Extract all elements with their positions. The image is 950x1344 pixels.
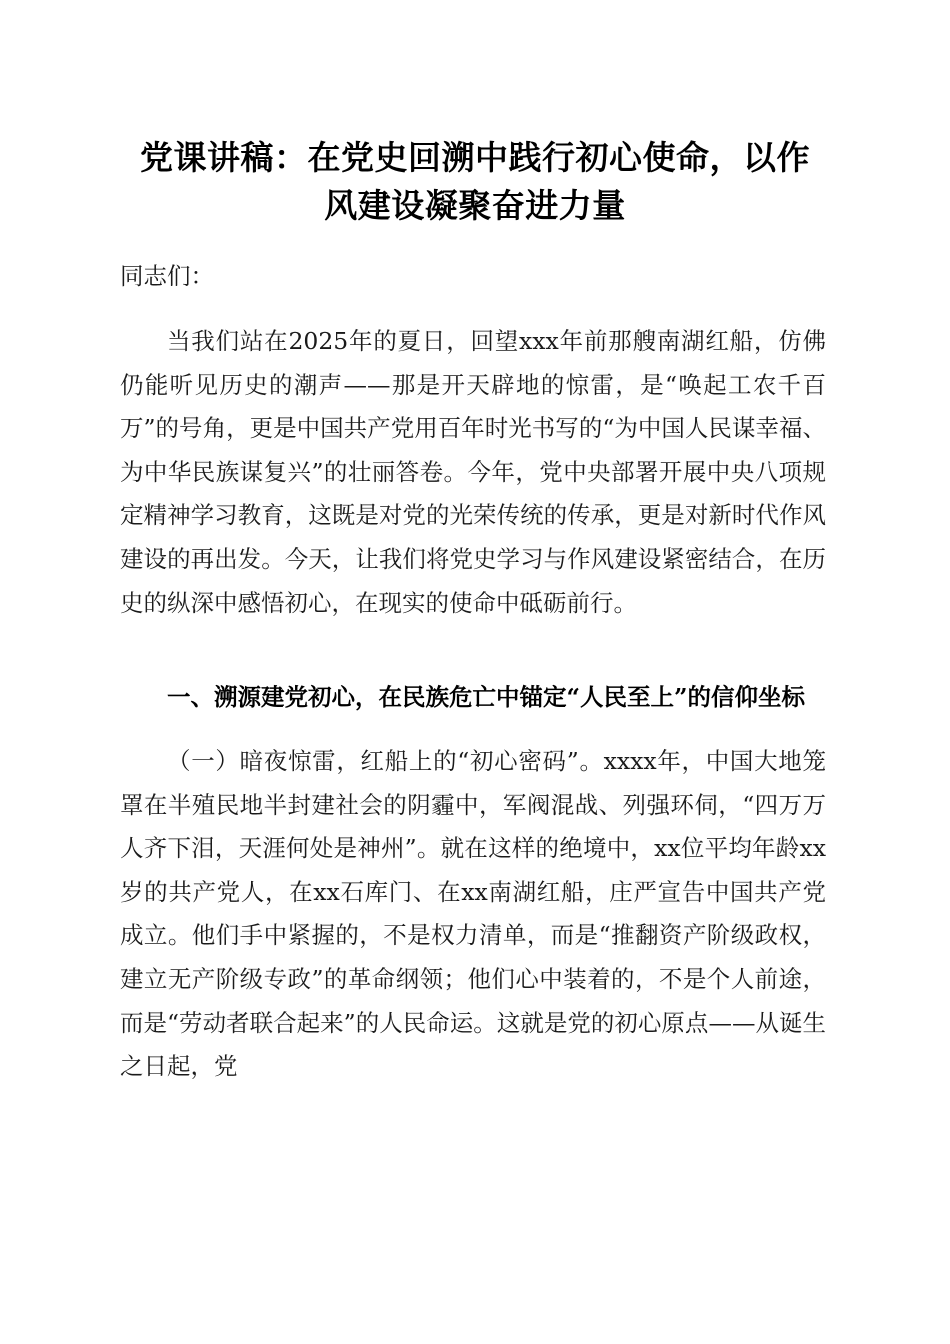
title-line-2: 风建设凝聚奋进力量: [324, 186, 626, 225]
salutation: 同志们：: [120, 262, 214, 290]
title-line-1: 党课讲稿：在党史回溯中践行初心使命，以作: [140, 138, 810, 177]
section-heading-1: 一、溯源建党初心，在民族危亡中锚定“人民至上”的信仰坐标: [167, 683, 806, 711]
intro-paragraph: 当我们站在2025年的夏日，回望xxx年前那艘南湖红船，仿佛仍能听见历史的潮声——那是开天辟地的惊雷，是“唤起工农千百万”的号角，更是中国共产党用百年时光书写的“为中国人民谋幸福、为中华民族谋复兴”的壮丽答卷。今年，党中央部署开展中央八项规定精神学习教育，这既是对党的光荣传统的传承，更是对新时代作风建设的再出发。今天，让我们将党史学习与作风建设紧密结合，在历史的纵深中感悟初心，在现实的使命中砥砺前行。: [120, 327, 826, 617]
document-title: [110, 134, 840, 230]
subsection-paragraph-1: （一）暗夜惊雷，红船上的“初心密码”。xxxx年，中国大地笼罩在半殖民地半封建社会的阴霾中，军阀混战、列强环伺，“四万万人齐下泪，天涯何处是神州”。就在这样的绝境中，xx位平均年龄xx岁的共产党人，在xx石库门、在xx南湖红船，庄严宣告中国共产党成立。他们手中紧握的，不是权力清单，而是“推翻资产阶级政权，建立无产阶级专政”的革命纲领；他们心中装着的，不是个人前途，而是“劳动者联合起来”的人民命运。这就是党的初心原点——从诞生之日起，党: [120, 747, 826, 1081]
